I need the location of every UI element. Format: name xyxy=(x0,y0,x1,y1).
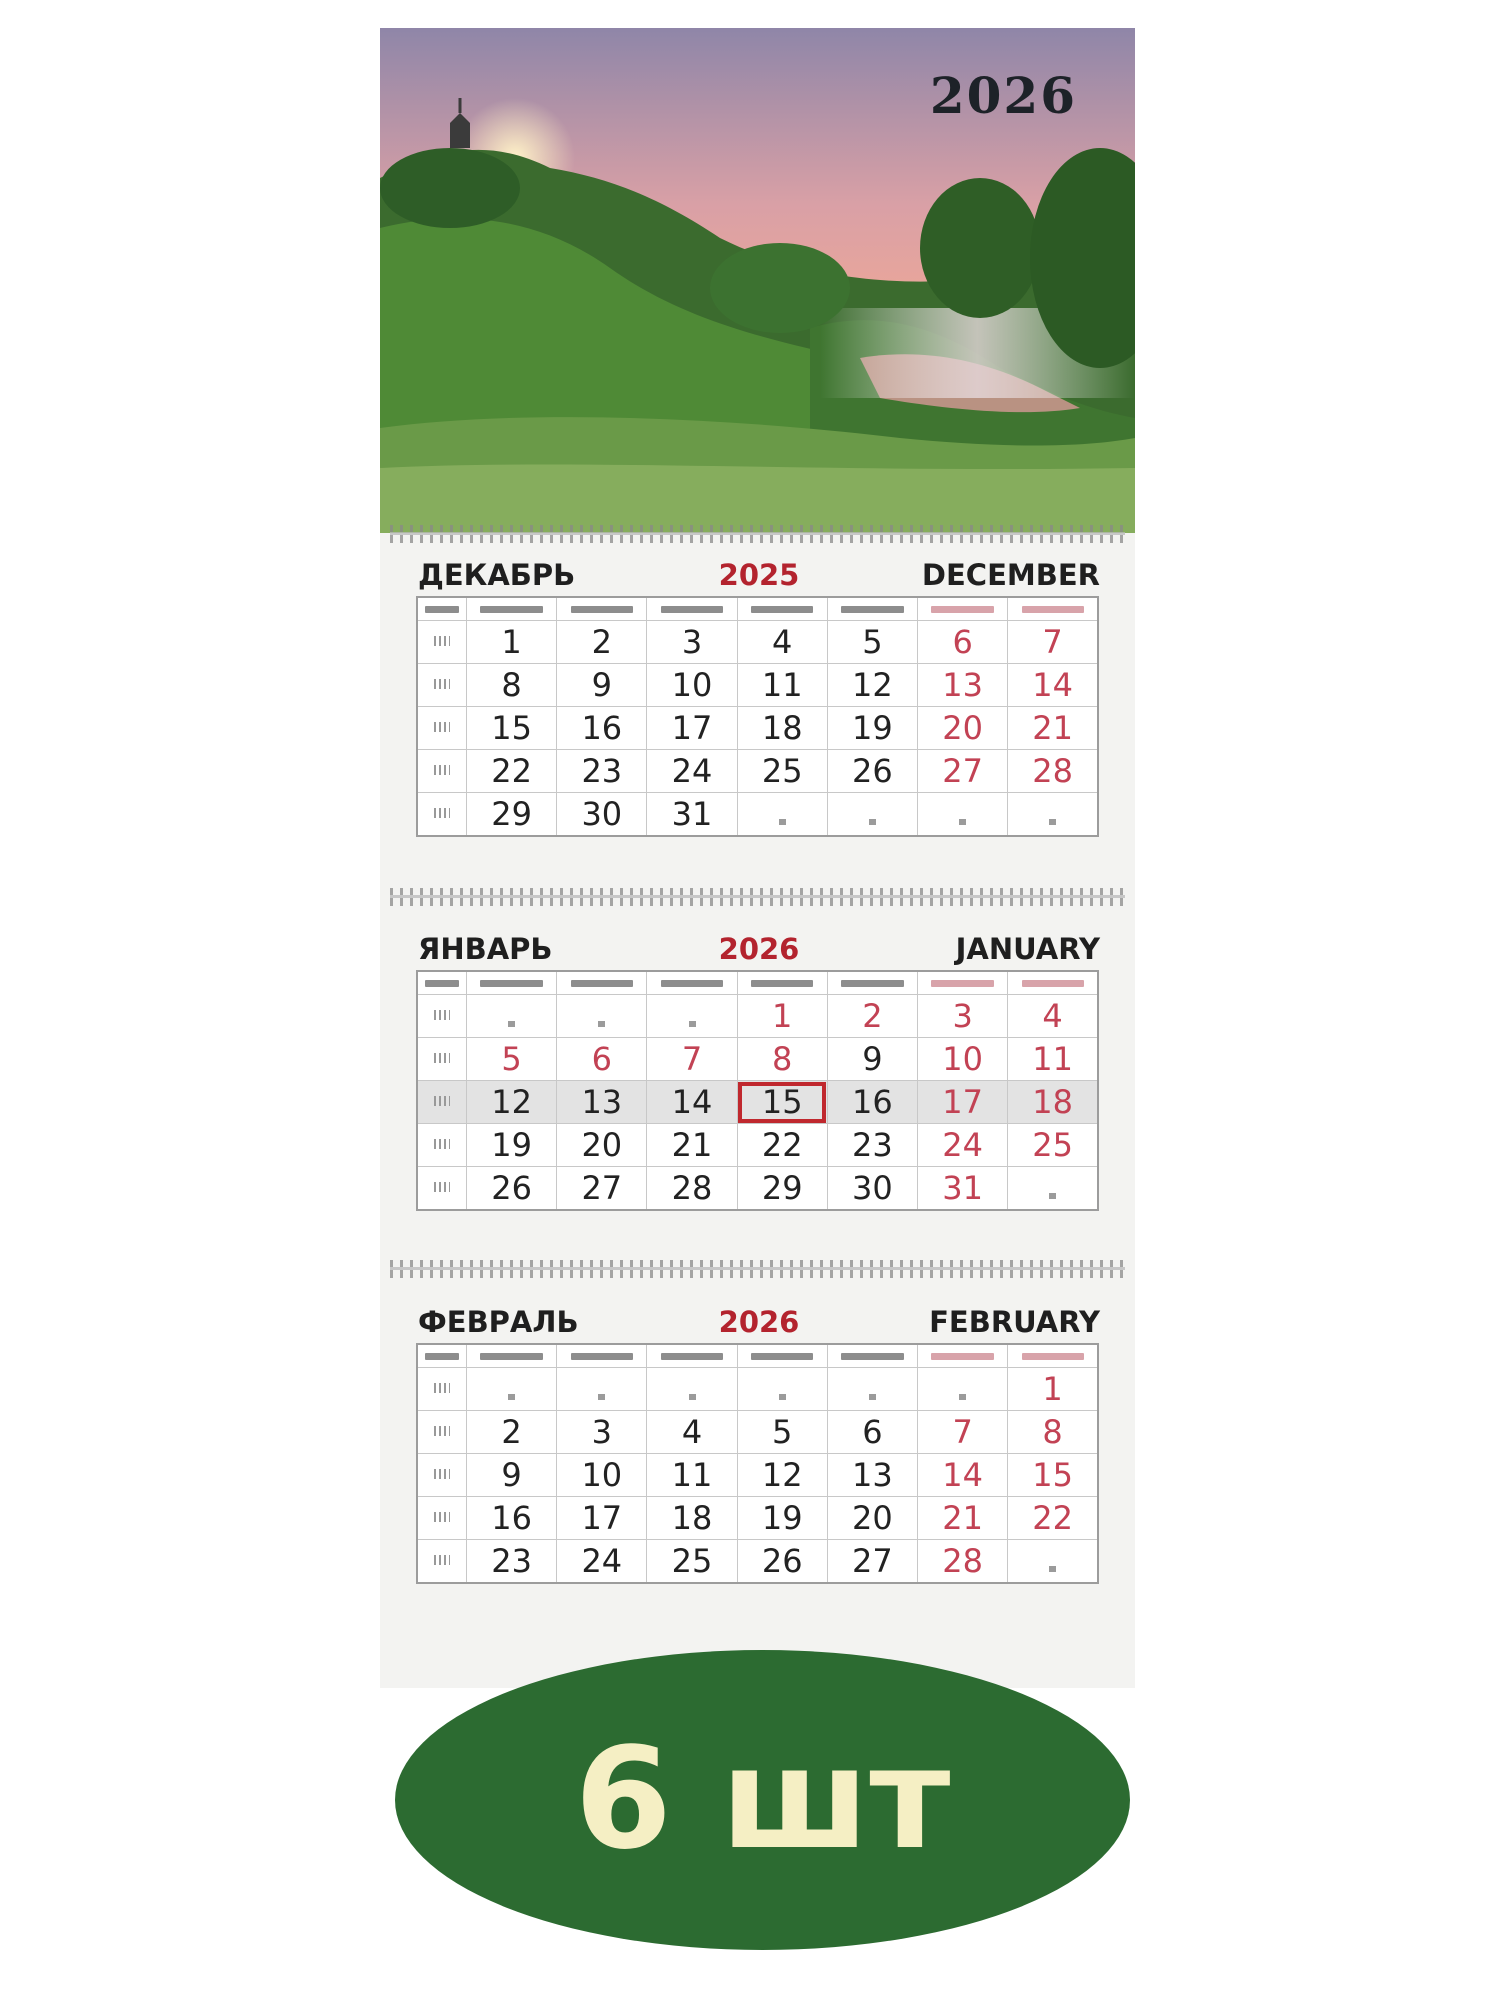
landscape-photo xyxy=(380,28,1135,533)
month-name-ru: ЯНВАРЬ xyxy=(418,932,553,966)
empty-day-cell xyxy=(1008,1167,1098,1211)
month-block-february xyxy=(416,1303,1102,1584)
month-block-december xyxy=(416,556,1102,837)
day-cell: 7 xyxy=(647,1038,737,1081)
day-cell: 23 xyxy=(467,1540,557,1584)
week-row xyxy=(417,1411,1098,1454)
day-cell: 19 xyxy=(737,1497,827,1540)
day-cell: 12 xyxy=(827,664,917,707)
weekday-header-row xyxy=(417,597,1098,621)
spiral-binding-bottom xyxy=(390,1260,1125,1278)
day-cell: 12 xyxy=(737,1454,827,1497)
month-grid xyxy=(416,1343,1099,1584)
week-row xyxy=(417,1497,1098,1540)
month-block-january xyxy=(416,930,1102,1211)
week-row xyxy=(417,1454,1098,1497)
weekday-label xyxy=(827,971,917,995)
day-cell: 1 xyxy=(1008,1368,1098,1411)
day-cell: 14 xyxy=(1008,664,1098,707)
day-cell: 3 xyxy=(557,1411,647,1454)
day-cell: 14 xyxy=(647,1081,737,1124)
week-number-cell xyxy=(417,664,467,707)
day-cell: 9 xyxy=(467,1454,557,1497)
day-cell: 23 xyxy=(557,750,647,793)
month-header xyxy=(416,1303,1102,1343)
week-number-cell xyxy=(417,1411,467,1454)
weekday-label xyxy=(737,1344,827,1368)
week-row xyxy=(417,1368,1098,1411)
month-name-ru: ДЕКАБРЬ xyxy=(418,558,576,592)
day-cell: 3 xyxy=(918,995,1008,1038)
month-name-en: JANUARY xyxy=(955,932,1100,966)
day-cell: 16 xyxy=(467,1497,557,1540)
empty-day-cell xyxy=(827,793,917,837)
weekday-label xyxy=(827,1344,917,1368)
empty-day-cell xyxy=(1008,1540,1098,1584)
week-number-header xyxy=(417,597,467,621)
day-cell: 4 xyxy=(737,621,827,664)
empty-day-cell xyxy=(827,1368,917,1411)
month-name-ru: ФЕВРАЛЬ xyxy=(418,1305,579,1339)
day-cell: 10 xyxy=(647,664,737,707)
day-cell: 6 xyxy=(918,621,1008,664)
day-cell: 7 xyxy=(918,1411,1008,1454)
day-cell: 17 xyxy=(557,1497,647,1540)
weekday-label xyxy=(918,597,1008,621)
day-cell: 2 xyxy=(467,1411,557,1454)
weekday-label xyxy=(1008,1344,1098,1368)
month-name-en: DECEMBER xyxy=(921,558,1100,592)
day-cell: 22 xyxy=(737,1124,827,1167)
day-cell: 29 xyxy=(737,1167,827,1211)
day-cell: 30 xyxy=(557,793,647,837)
day-cell: 29 xyxy=(467,793,557,837)
calendar-year-title: 2026 xyxy=(929,66,1077,125)
empty-day-cell xyxy=(737,793,827,837)
day-cell: 24 xyxy=(918,1124,1008,1167)
day-cell: 5 xyxy=(737,1411,827,1454)
day-cell: 10 xyxy=(557,1454,647,1497)
day-cell: 27 xyxy=(918,750,1008,793)
week-number-cell xyxy=(417,1497,467,1540)
weekday-label xyxy=(557,1344,647,1368)
day-cell: 5 xyxy=(827,621,917,664)
day-cell: 25 xyxy=(647,1540,737,1584)
day-cell: 24 xyxy=(557,1540,647,1584)
empty-day-cell xyxy=(1008,793,1098,837)
week-row xyxy=(417,1081,1098,1124)
empty-day-cell xyxy=(918,1368,1008,1411)
week-number-cell xyxy=(417,1540,467,1584)
week-number-cell xyxy=(417,750,467,793)
day-cell: 26 xyxy=(467,1167,557,1211)
weekday-label xyxy=(737,597,827,621)
day-cell: 15 xyxy=(1008,1454,1098,1497)
month-header xyxy=(416,930,1102,970)
wall-calendar xyxy=(380,28,1135,1688)
week-number-cell xyxy=(417,1124,467,1167)
day-cell: 15 xyxy=(467,707,557,750)
day-cell: 22 xyxy=(467,750,557,793)
weekday-label xyxy=(1008,971,1098,995)
day-cell: 28 xyxy=(918,1540,1008,1584)
day-cell: 2 xyxy=(557,621,647,664)
week-row xyxy=(417,707,1098,750)
day-cell: 22 xyxy=(1008,1497,1098,1540)
weekday-label xyxy=(467,1344,557,1368)
empty-day-cell xyxy=(737,1368,827,1411)
week-row xyxy=(417,995,1098,1038)
day-cell: 20 xyxy=(557,1124,647,1167)
day-cell: 30 xyxy=(827,1167,917,1211)
month-grid xyxy=(416,596,1099,837)
weekday-label xyxy=(557,971,647,995)
day-cell: 6 xyxy=(827,1411,917,1454)
week-row xyxy=(417,1124,1098,1167)
current-day-cell: 15 xyxy=(737,1081,827,1124)
weekday-label xyxy=(467,597,557,621)
week-number-cell xyxy=(417,995,467,1038)
week-number-cell xyxy=(417,1454,467,1497)
day-cell: 21 xyxy=(1008,707,1098,750)
day-cell: 17 xyxy=(647,707,737,750)
day-cell: 21 xyxy=(918,1497,1008,1540)
weekday-header-row xyxy=(417,971,1098,995)
day-cell: 12 xyxy=(467,1081,557,1124)
day-cell: 18 xyxy=(737,707,827,750)
week-number-cell xyxy=(417,1167,467,1211)
day-cell: 16 xyxy=(557,707,647,750)
day-cell: 21 xyxy=(647,1124,737,1167)
week-row xyxy=(417,793,1098,837)
weekday-label xyxy=(647,971,737,995)
week-number-cell xyxy=(417,621,467,664)
day-cell: 20 xyxy=(827,1497,917,1540)
month-grid xyxy=(416,970,1099,1211)
quantity-label: 6 шт xyxy=(574,1718,951,1881)
day-cell: 26 xyxy=(827,750,917,793)
day-cell: 4 xyxy=(1008,995,1098,1038)
weekday-label xyxy=(467,971,557,995)
day-cell: 17 xyxy=(918,1081,1008,1124)
day-cell: 27 xyxy=(827,1540,917,1584)
empty-day-cell xyxy=(557,995,647,1038)
day-cell: 11 xyxy=(737,664,827,707)
day-cell: 18 xyxy=(1008,1081,1098,1124)
week-number-header xyxy=(417,1344,467,1368)
month-year: 2026 xyxy=(718,1305,800,1339)
day-cell: 3 xyxy=(647,621,737,664)
month-year: 2026 xyxy=(718,932,800,966)
day-cell: 28 xyxy=(1008,750,1098,793)
day-cell: 8 xyxy=(467,664,557,707)
empty-day-cell xyxy=(647,995,737,1038)
day-cell: 31 xyxy=(918,1167,1008,1211)
weekday-label xyxy=(918,1344,1008,1368)
day-cell: 9 xyxy=(827,1038,917,1081)
day-cell: 24 xyxy=(647,750,737,793)
day-cell: 19 xyxy=(467,1124,557,1167)
day-cell: 13 xyxy=(918,664,1008,707)
quantity-badge xyxy=(395,1650,1130,1950)
weekday-label xyxy=(918,971,1008,995)
week-row xyxy=(417,1167,1098,1211)
day-cell: 27 xyxy=(557,1167,647,1211)
weekday-label xyxy=(827,597,917,621)
weekday-label xyxy=(557,597,647,621)
day-cell: 1 xyxy=(467,621,557,664)
day-cell: 14 xyxy=(918,1454,1008,1497)
day-cell: 1 xyxy=(737,995,827,1038)
empty-day-cell xyxy=(467,1368,557,1411)
day-cell: 9 xyxy=(557,664,647,707)
weekday-label xyxy=(647,597,737,621)
day-cell: 6 xyxy=(557,1038,647,1081)
week-number-cell xyxy=(417,1368,467,1411)
weekday-label xyxy=(1008,597,1098,621)
day-cell: 11 xyxy=(647,1454,737,1497)
month-name-en: FEBRUARY xyxy=(929,1305,1100,1339)
week-row xyxy=(417,1038,1098,1081)
month-header xyxy=(416,556,1102,596)
week-number-cell xyxy=(417,793,467,837)
weekday-label xyxy=(647,1344,737,1368)
week-number-cell xyxy=(417,1081,467,1124)
spiral-binding-middle xyxy=(390,888,1125,906)
weekday-label xyxy=(737,971,827,995)
empty-day-cell xyxy=(647,1368,737,1411)
day-cell: 26 xyxy=(737,1540,827,1584)
day-cell: 10 xyxy=(918,1038,1008,1081)
week-row xyxy=(417,621,1098,664)
day-cell: 18 xyxy=(647,1497,737,1540)
day-cell: 25 xyxy=(737,750,827,793)
weekday-header-row xyxy=(417,1344,1098,1368)
week-number-header xyxy=(417,971,467,995)
month-year: 2025 xyxy=(718,558,800,592)
day-cell: 28 xyxy=(647,1167,737,1211)
day-cell: 23 xyxy=(827,1124,917,1167)
day-cell: 5 xyxy=(467,1038,557,1081)
day-cell: 13 xyxy=(557,1081,647,1124)
day-cell: 8 xyxy=(737,1038,827,1081)
day-cell: 25 xyxy=(1008,1124,1098,1167)
day-cell: 13 xyxy=(827,1454,917,1497)
day-cell: 19 xyxy=(827,707,917,750)
week-number-cell xyxy=(417,1038,467,1081)
day-cell: 2 xyxy=(827,995,917,1038)
empty-day-cell xyxy=(557,1368,647,1411)
spiral-binding-top xyxy=(390,525,1125,543)
day-cell: 4 xyxy=(647,1411,737,1454)
day-cell: 7 xyxy=(1008,621,1098,664)
week-row xyxy=(417,750,1098,793)
empty-day-cell xyxy=(918,793,1008,837)
week-row xyxy=(417,664,1098,707)
day-cell: 16 xyxy=(827,1081,917,1124)
empty-day-cell xyxy=(467,995,557,1038)
week-row xyxy=(417,1540,1098,1584)
day-cell: 31 xyxy=(647,793,737,837)
day-cell: 11 xyxy=(1008,1038,1098,1081)
week-number-cell xyxy=(417,707,467,750)
day-cell: 20 xyxy=(918,707,1008,750)
day-cell: 8 xyxy=(1008,1411,1098,1454)
